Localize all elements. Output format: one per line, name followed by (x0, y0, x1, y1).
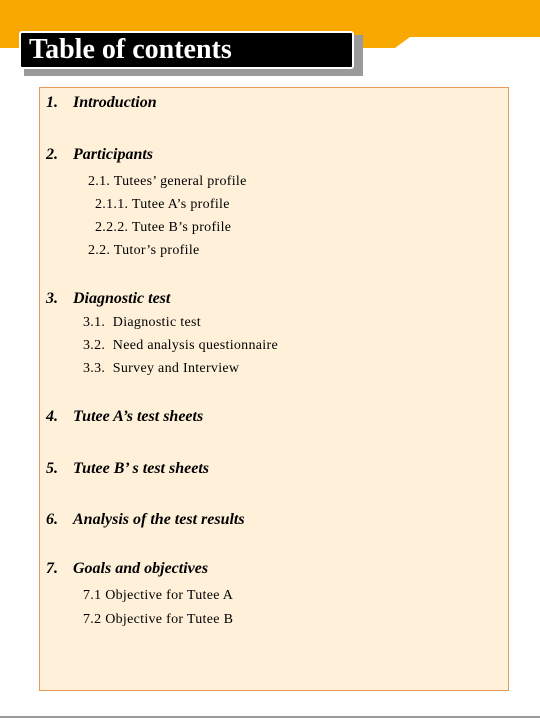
toc-item: 7.2 Objective for Tutee B (83, 612, 234, 627)
section-number: 4. (46, 408, 58, 425)
section-title: Tutee B’ s test sheets (73, 460, 209, 477)
toc-section-participants (46, 146, 153, 164)
toc-item: 2.2. Tutor’s profile (88, 243, 200, 258)
section-title: Analysis of the test results (73, 511, 245, 528)
section-number: 1. (46, 94, 58, 111)
section-number: 3. (46, 290, 58, 307)
toc-section-analysis (46, 511, 245, 529)
toc-item: 2.1.1. Tutee A’s profile (95, 197, 230, 212)
section-title: Participants (73, 146, 154, 163)
page-title: Table of contents (29, 34, 232, 65)
toc-item: 2.1. Tutees’ general profile (88, 174, 247, 189)
toc-section-introduction (46, 94, 157, 112)
toc-item: 7.1 Objective for Tutee A (83, 588, 234, 603)
section-number: 5. (46, 460, 58, 477)
toc-section-goals (46, 560, 208, 578)
section-title: Introduction (73, 94, 157, 111)
bottom-divider (0, 716, 540, 718)
section-number: 7. (46, 560, 58, 577)
toc-item: 3.3. Survey and Interview (83, 361, 240, 376)
toc-section-tutee-a-test-sheets (46, 408, 203, 426)
section-title: Goals and objectives (73, 560, 209, 577)
section-title: Diagnostic test (73, 290, 171, 307)
toc-item: 3.2. Need analysis questionnaire (83, 338, 278, 353)
toc-section-tutee-b-test-sheets (46, 460, 209, 478)
toc-section-diagnostic-test (46, 290, 170, 308)
section-title: Tutee A’s test sheets (73, 408, 204, 425)
section-number: 2. (46, 146, 58, 163)
toc-item: 2.2.2. Tutee B’s profile (95, 220, 232, 235)
section-number: 6. (46, 511, 58, 528)
toc-item: 3.1. Diagnostic test (83, 315, 201, 330)
